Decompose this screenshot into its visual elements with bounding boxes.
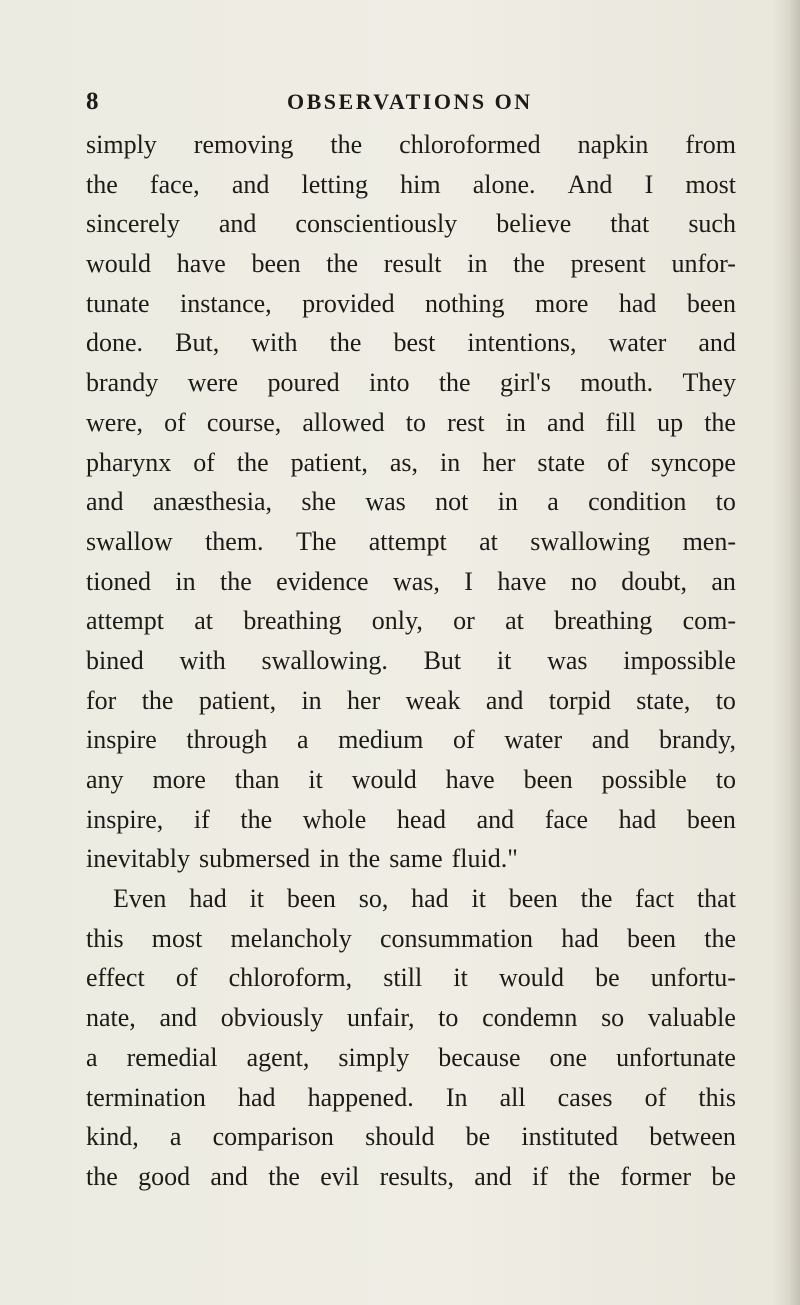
word: it xyxy=(308,765,323,794)
word: water xyxy=(504,725,563,755)
word: had xyxy=(237,1082,276,1112)
word: at xyxy=(194,606,214,636)
word: kind, xyxy=(86,1122,139,1152)
word: the xyxy=(568,1161,601,1191)
word: of xyxy=(193,447,215,477)
word: I xyxy=(464,566,473,596)
word: have xyxy=(497,566,547,596)
word: breathing xyxy=(554,606,653,636)
word: nothing xyxy=(425,288,505,318)
word: believe xyxy=(496,209,572,239)
word: swallowing. xyxy=(261,645,388,675)
word: to xyxy=(715,487,736,517)
text-line xyxy=(86,998,736,1038)
word: same xyxy=(389,844,443,874)
word: that xyxy=(696,884,736,914)
word: and xyxy=(210,1161,248,1191)
word: them. xyxy=(205,526,264,556)
word: girl's xyxy=(499,368,551,398)
word: be xyxy=(711,1161,736,1191)
word: would xyxy=(351,765,417,794)
word: been xyxy=(686,804,736,834)
word: napkin xyxy=(577,130,649,159)
word: not xyxy=(435,487,469,517)
word: state xyxy=(537,447,586,477)
word: brandy xyxy=(86,368,159,398)
word: it xyxy=(496,645,512,675)
word: was, xyxy=(392,566,440,596)
word: weak xyxy=(405,685,461,715)
word: But xyxy=(423,645,462,675)
word: more xyxy=(534,288,589,318)
word: the xyxy=(348,844,381,874)
word: head xyxy=(396,804,446,834)
word: tunate xyxy=(86,288,150,318)
word: intentions, xyxy=(467,328,577,358)
word: at xyxy=(505,606,524,636)
word: one xyxy=(549,1042,588,1072)
word: done. xyxy=(86,328,144,358)
word: conscientiously xyxy=(295,209,458,239)
word: tioned xyxy=(86,566,151,596)
word: And xyxy=(567,169,613,199)
text-line xyxy=(86,244,736,284)
word: to xyxy=(438,1003,459,1033)
word: condemn xyxy=(482,1003,578,1033)
word: were xyxy=(187,368,239,398)
text-line xyxy=(86,363,736,403)
text-line xyxy=(86,879,736,919)
word: former xyxy=(620,1161,692,1191)
word: to xyxy=(715,765,736,794)
word: state, xyxy=(636,685,691,715)
word: into xyxy=(369,368,410,398)
word: fill xyxy=(605,407,637,437)
word: the xyxy=(438,368,471,398)
word: had xyxy=(561,923,599,953)
word: face xyxy=(544,804,589,834)
word: have xyxy=(445,765,495,794)
word: cases xyxy=(557,1082,613,1112)
word: was xyxy=(547,645,588,675)
word: in xyxy=(497,487,518,517)
word: be xyxy=(595,963,620,993)
word: she xyxy=(301,487,337,517)
word: simply xyxy=(338,1042,410,1072)
word: possible xyxy=(601,765,687,794)
word: so, xyxy=(358,884,389,914)
word: a xyxy=(547,487,559,517)
word: the xyxy=(220,566,252,596)
word: any xyxy=(86,765,124,794)
word: present xyxy=(570,249,646,279)
word: more xyxy=(152,765,206,794)
text-line xyxy=(86,760,736,800)
word: allowed xyxy=(302,407,385,437)
word: course, xyxy=(206,407,282,437)
word: syncope xyxy=(650,447,736,477)
text-line xyxy=(86,681,736,721)
word: an xyxy=(711,566,736,596)
text-line xyxy=(86,165,736,205)
word: condition xyxy=(588,487,687,517)
word: in xyxy=(301,685,322,715)
word: agent, xyxy=(246,1042,310,1072)
word: in xyxy=(319,844,340,874)
word: it xyxy=(249,884,265,914)
word: remedial xyxy=(126,1042,218,1072)
word: inevitably xyxy=(86,844,190,874)
word: of xyxy=(175,963,198,993)
word: nate, xyxy=(86,1003,136,1033)
word: attempt xyxy=(368,526,447,556)
word: But, xyxy=(175,328,220,358)
word: the xyxy=(141,685,174,715)
word: removing xyxy=(193,130,294,159)
word: brandy, xyxy=(658,725,736,755)
word: in xyxy=(440,447,461,477)
word: the xyxy=(330,130,363,159)
word: breathing xyxy=(243,606,342,636)
word: and xyxy=(474,1161,512,1191)
word: to xyxy=(405,407,426,437)
word: anæsthesia, xyxy=(152,487,273,517)
word: instance, xyxy=(180,288,272,318)
word: men- xyxy=(682,526,736,556)
word: as, xyxy=(389,447,419,477)
word: would xyxy=(498,963,564,993)
word: it xyxy=(471,884,486,914)
word: They xyxy=(682,368,736,398)
word: up xyxy=(657,407,684,437)
word: doubt, xyxy=(621,566,687,596)
text-line xyxy=(86,1117,736,1157)
page-header xyxy=(86,88,726,118)
page-number: 8 xyxy=(86,88,99,115)
word: The xyxy=(295,526,337,556)
word: this xyxy=(86,923,124,953)
word: that xyxy=(610,209,650,239)
word: sincerely xyxy=(86,209,180,239)
word: attempt xyxy=(86,606,164,636)
word: best xyxy=(393,328,436,358)
word: good xyxy=(138,1161,191,1191)
word: with xyxy=(179,645,226,675)
word: the xyxy=(580,884,613,914)
word: and xyxy=(485,685,524,715)
word: her xyxy=(482,447,516,477)
word: to xyxy=(715,685,736,715)
paragraph xyxy=(86,125,736,879)
text-line xyxy=(86,839,736,879)
word: the xyxy=(329,328,362,358)
word: so xyxy=(601,1003,625,1033)
word: and xyxy=(476,804,515,834)
word: evil xyxy=(320,1161,360,1191)
word: pharynx xyxy=(86,447,172,477)
word: the xyxy=(236,447,269,477)
word: mouth. xyxy=(580,368,654,398)
word: letting xyxy=(301,169,368,199)
word: in xyxy=(467,249,488,279)
word: impossible xyxy=(623,645,736,675)
text-line xyxy=(86,1038,736,1078)
word: effect xyxy=(86,963,145,993)
page-edge-shadow xyxy=(772,0,800,1305)
word: in xyxy=(175,566,196,596)
word: most xyxy=(685,169,736,199)
word: and xyxy=(547,407,585,437)
word: swallowing xyxy=(530,526,651,556)
word: valuable xyxy=(647,1003,736,1033)
word: results, xyxy=(379,1161,454,1191)
word: for xyxy=(86,685,117,715)
text-line xyxy=(86,482,736,522)
word: unfair, xyxy=(346,1003,415,1033)
word: in xyxy=(505,407,526,437)
word: Even xyxy=(113,884,167,914)
word: the xyxy=(86,1161,118,1191)
word: of xyxy=(607,447,629,477)
text-line xyxy=(86,323,736,363)
word: such xyxy=(688,209,736,239)
word: bined xyxy=(86,645,144,675)
word: obviously xyxy=(220,1003,324,1033)
word: unfor- xyxy=(671,249,736,279)
word: had xyxy=(189,884,227,914)
word: a xyxy=(169,1122,182,1152)
word: consummation xyxy=(379,923,534,953)
word: a xyxy=(86,1042,98,1072)
word: happened. xyxy=(307,1082,414,1112)
word: him xyxy=(400,169,441,199)
word: the xyxy=(513,249,545,279)
word: and xyxy=(159,1003,198,1033)
word: and xyxy=(698,328,736,358)
word: the xyxy=(704,923,736,953)
word: the xyxy=(86,169,118,199)
word: than xyxy=(234,765,280,794)
text-line xyxy=(86,403,736,443)
word: or xyxy=(453,606,475,636)
word: been xyxy=(686,288,736,318)
word: unfortu- xyxy=(650,963,736,993)
word: fact xyxy=(635,884,675,914)
word: and xyxy=(231,169,270,199)
word: have xyxy=(176,249,226,279)
word: simply xyxy=(86,130,157,159)
word: be xyxy=(465,1122,491,1152)
word: alone. xyxy=(472,169,536,199)
text-line xyxy=(86,1078,736,1118)
word: chloroformed xyxy=(399,130,541,159)
word: through xyxy=(186,725,268,755)
word: the xyxy=(704,407,736,437)
word: only, xyxy=(371,606,423,636)
word: patient, xyxy=(290,447,368,477)
word: this xyxy=(698,1082,736,1112)
word: comparison xyxy=(212,1122,334,1152)
word: evidence xyxy=(276,566,369,596)
word: of xyxy=(644,1082,667,1112)
word: with xyxy=(251,328,298,358)
word: poured xyxy=(267,368,340,398)
word: from xyxy=(685,130,736,159)
word: In xyxy=(445,1082,468,1112)
word: had xyxy=(618,804,657,834)
word: the xyxy=(268,1161,300,1191)
word: if xyxy=(193,804,210,834)
word: whole xyxy=(302,804,367,834)
text-line xyxy=(86,919,736,959)
word: of xyxy=(164,407,186,437)
word: been xyxy=(251,249,301,279)
word: no xyxy=(570,566,597,596)
word: should xyxy=(365,1122,435,1152)
word: the xyxy=(326,249,359,279)
word: medium xyxy=(338,725,424,755)
text-line xyxy=(86,720,736,760)
word: patient, xyxy=(198,685,277,715)
word: and xyxy=(591,725,630,755)
word: between xyxy=(649,1122,736,1152)
word: inspire, xyxy=(86,804,164,834)
text-line xyxy=(86,284,736,324)
text-line xyxy=(86,601,736,641)
word: of xyxy=(453,725,475,755)
word: been xyxy=(286,884,336,914)
word: face, xyxy=(149,169,200,199)
word: torpid xyxy=(548,685,611,715)
word: would xyxy=(86,249,151,279)
text-line xyxy=(86,443,736,483)
word: and xyxy=(218,209,257,239)
word: submersed xyxy=(198,844,311,874)
word: inspire xyxy=(86,725,157,755)
text-line xyxy=(86,125,736,165)
text-line xyxy=(86,1157,736,1197)
word: been xyxy=(508,884,558,914)
body-text xyxy=(86,125,736,1197)
word: a xyxy=(296,725,309,755)
word: all xyxy=(499,1082,526,1112)
text-line xyxy=(86,641,736,681)
word: swallow xyxy=(86,526,173,556)
word: was xyxy=(365,487,406,517)
word: fluid." xyxy=(451,844,518,874)
word: had xyxy=(618,288,657,318)
text-line xyxy=(86,562,736,602)
word: at xyxy=(479,526,498,556)
word: been xyxy=(626,923,677,953)
text-line xyxy=(86,522,736,562)
word: most xyxy=(151,923,203,953)
word: unfortunate xyxy=(616,1042,736,1072)
word: provided xyxy=(302,288,395,318)
word: instituted xyxy=(521,1122,619,1152)
word: been xyxy=(523,765,573,794)
word: were, xyxy=(86,407,144,437)
word: chloroform, xyxy=(228,963,353,993)
word: because xyxy=(438,1042,521,1072)
word: result xyxy=(383,249,442,279)
word: water xyxy=(608,328,667,358)
word: had xyxy=(411,884,449,914)
running-title: OBSERVATIONS ON xyxy=(287,89,533,114)
word: com- xyxy=(682,606,736,636)
word: melancholy xyxy=(230,923,352,953)
text-line xyxy=(86,204,736,244)
word: it xyxy=(453,963,468,993)
word: still xyxy=(383,963,423,993)
word: and xyxy=(86,487,124,517)
word: I xyxy=(644,169,654,199)
word: if xyxy=(532,1161,548,1191)
paragraph xyxy=(86,879,736,1197)
text-line xyxy=(86,958,736,998)
word: the xyxy=(240,804,273,834)
text-line xyxy=(86,800,736,840)
word: her xyxy=(347,685,381,715)
word: termination xyxy=(86,1082,206,1112)
word: rest xyxy=(447,407,485,437)
